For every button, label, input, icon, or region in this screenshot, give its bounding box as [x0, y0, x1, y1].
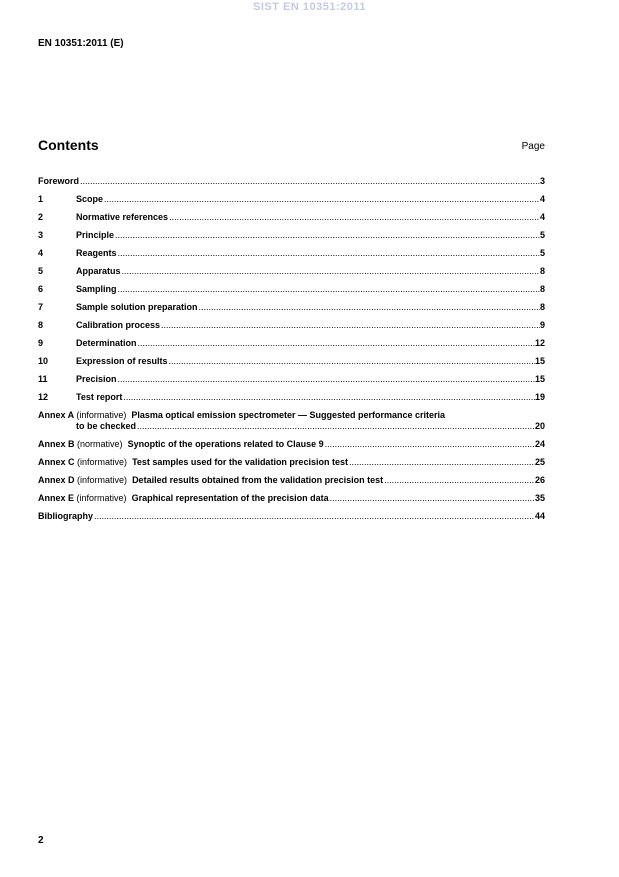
annex-label — [38, 493, 132, 504]
leader-dots — [114, 230, 540, 241]
toc-page: 4 — [539, 194, 545, 204]
annex-letter: Annex B — [38, 439, 75, 449]
toc-title: Expression of results — [76, 356, 168, 366]
toc-page: 5 — [539, 248, 545, 258]
toc-page: 19 — [534, 392, 545, 402]
toc-entry-annex-d[interactable] — [38, 475, 545, 486]
annex-label — [38, 439, 128, 450]
toc-entry-clause-9[interactable] — [38, 338, 545, 349]
clause-number: 12 — [38, 392, 49, 402]
annex-letter: Annex A — [38, 410, 74, 420]
clause-number: 6 — [38, 284, 44, 294]
toc-title: Scope — [76, 194, 104, 204]
annex-label — [38, 475, 132, 486]
toc-title: Sampling — [76, 284, 117, 294]
toc-entry-annex-b[interactable] — [38, 439, 545, 450]
toc-title: Test report — [76, 392, 123, 402]
toc-title: Synoptic of the operations related to Clause 9 — [127, 439, 324, 449]
toc-page: 5 — [539, 230, 545, 240]
toc-page: 8 — [539, 266, 545, 276]
clause-number: 8 — [38, 320, 44, 330]
toc-entry-annex-e[interactable] — [38, 493, 545, 504]
annex-type: (informative) — [77, 457, 128, 467]
toc-title: Detailed results obtained from the validation precision test — [132, 475, 384, 485]
toc-page: 20 — [534, 421, 545, 431]
toc-entry-clause-7[interactable] — [38, 302, 545, 313]
leader-dots — [122, 392, 535, 403]
toc-entry-clause-11[interactable] — [38, 374, 545, 385]
toc-page: 25 — [534, 457, 545, 467]
toc-title: Determination — [76, 338, 137, 348]
toc-title: Foreword — [38, 176, 80, 186]
toc-entry-clause-10[interactable] — [38, 356, 545, 367]
clause-number: 3 — [38, 230, 44, 240]
leader-dots — [79, 176, 540, 187]
toc-entry-clause-12[interactable] — [38, 392, 545, 403]
clause-number: 11 — [38, 374, 48, 384]
page-number: 2 — [38, 835, 44, 846]
annex-letter: Annex C — [38, 457, 75, 467]
leader-dots — [136, 421, 535, 432]
annex-type: (informative) — [76, 410, 127, 420]
clause-number: 1 — [38, 194, 44, 204]
leader-dots — [117, 374, 535, 385]
toc-page: 12 — [534, 338, 545, 348]
toc-entry-clause-4[interactable] — [38, 248, 545, 259]
clause-number: 9 — [38, 338, 44, 348]
toc-entry-clause-6[interactable] — [38, 284, 545, 295]
toc-title: Test samples used for the validation precision test — [132, 457, 348, 467]
toc-entry-annex-c[interactable] — [38, 457, 545, 468]
toc-page: 3 — [539, 176, 545, 186]
leader-dots — [93, 511, 535, 522]
toc-page: 26 — [534, 475, 545, 485]
table-of-contents — [38, 176, 545, 522]
toc-title: Bibliography — [38, 511, 94, 521]
leader-dots — [329, 493, 535, 504]
toc-title: Normative references — [76, 212, 169, 222]
annex-type: (informative) — [77, 475, 128, 485]
leader-dots — [160, 320, 540, 331]
leader-dots — [103, 194, 540, 205]
leader-dots — [383, 475, 535, 486]
toc-page: 44 — [534, 511, 545, 521]
leader-dots — [348, 457, 535, 468]
toc-page: 8 — [539, 302, 545, 312]
annex-label — [38, 457, 132, 468]
page-column-label: Page — [521, 141, 545, 152]
toc-title: Reagents — [76, 248, 117, 258]
document-identifier: EN 10351:2011 (E) — [38, 38, 124, 49]
toc-page: 24 — [534, 439, 545, 449]
annex-letter: Annex D — [38, 475, 75, 485]
toc-title: Apparatus — [76, 266, 121, 276]
toc-page: 4 — [539, 212, 545, 222]
toc-title: Sample solution preparation — [76, 302, 198, 312]
toc-page: 8 — [539, 284, 545, 294]
annex-label — [38, 410, 131, 421]
toc-entry-clause-2[interactable] — [38, 212, 545, 223]
toc-page: 15 — [534, 356, 545, 366]
contents-heading: Contents — [38, 137, 99, 153]
leader-dots — [168, 356, 535, 367]
toc-entry-clause-5[interactable] — [38, 266, 545, 277]
clause-number: 7 — [38, 302, 44, 312]
leader-dots — [121, 266, 540, 277]
clause-number: 5 — [38, 266, 44, 276]
toc-page: 15 — [534, 374, 545, 384]
leader-dots — [168, 212, 540, 223]
toc-entry-foreword[interactable] — [38, 176, 545, 187]
toc-title: Graphical representation of the precision data — [131, 493, 329, 503]
clause-number: 4 — [38, 248, 44, 258]
annex-type: (normative) — [77, 439, 123, 449]
toc-entry-bibliography[interactable] — [38, 511, 545, 522]
toc-entry-annex-a[interactable] — [38, 410, 545, 432]
toc-title: Principle — [76, 230, 115, 240]
toc-entry-clause-8[interactable] — [38, 320, 545, 331]
leader-dots — [117, 248, 540, 259]
leader-dots — [198, 302, 540, 313]
toc-page: 9 — [539, 320, 545, 330]
toc-page: 35 — [534, 493, 545, 503]
leader-dots — [137, 338, 535, 349]
watermark: SIST EN 10351:2011 — [253, 1, 366, 13]
toc-title: Plasma optical emission spectrometer — Suggested performance criteria — [131, 410, 446, 420]
clause-number: 2 — [38, 212, 44, 222]
toc-title: Calibration process — [76, 320, 161, 330]
leader-dots — [117, 284, 540, 295]
toc-title-continued: to be checked — [76, 421, 137, 431]
leader-dots — [324, 439, 535, 450]
toc-entry-clause-1[interactable] — [38, 194, 545, 205]
toc-entry-clause-3[interactable] — [38, 230, 545, 241]
toc-title: Precision — [76, 374, 117, 384]
clause-number: 10 — [38, 356, 49, 366]
annex-type: (informative) — [76, 493, 127, 503]
annex-letter: Annex E — [38, 493, 75, 503]
